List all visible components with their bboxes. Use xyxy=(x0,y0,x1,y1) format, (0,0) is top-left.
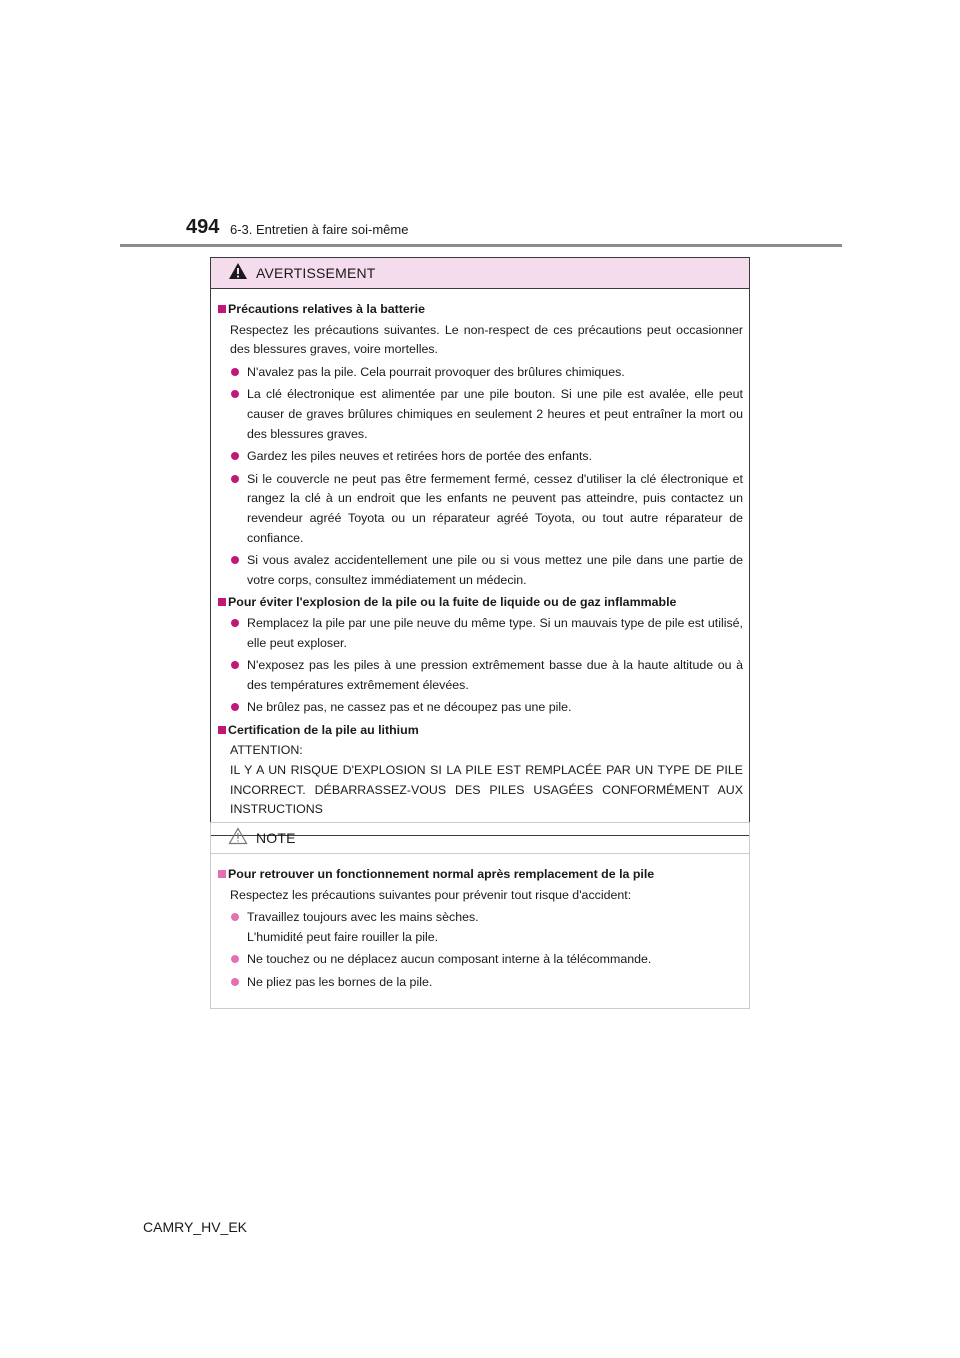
warning-box xyxy=(210,257,750,836)
square-bullet-icon xyxy=(218,300,228,320)
header-rule xyxy=(120,244,842,247)
warning-label: AVERTISSEMENT xyxy=(256,265,376,281)
warning-body xyxy=(211,289,749,835)
bullet-dot-icon xyxy=(230,470,247,548)
bullet-dot-icon xyxy=(230,614,247,653)
list-item: Ne pliez pas les bornes de la pile. xyxy=(218,973,743,993)
square-bullet-icon xyxy=(218,593,228,613)
certification-attention: ATTENTION: xyxy=(230,743,303,758)
section-title: 6-3. Entretien à faire soi-même xyxy=(230,222,409,237)
page-number: 494 xyxy=(186,216,220,238)
note-label: NOTE xyxy=(256,830,296,846)
bullet-dot-icon xyxy=(230,908,247,947)
warning-section-title: Certification de la pile au lithium xyxy=(218,721,743,741)
warning-section-text: Respectez les précautions suivantes. Le non-respect de ces précautions peut occasionner des blessures graves, voire mortelles. xyxy=(230,322,743,357)
bullet-dot-icon xyxy=(230,656,247,695)
list-item: N'exposez pas les piles à une pression extrêmement basse due à la haute altitude ou à des températures extrêmement élevées. xyxy=(218,656,743,695)
note-section-text: Respectez les précautions suivantes pour prévenir tout risque d'accident: xyxy=(230,887,632,902)
list-item: Ne brûlez pas, ne cassez pas et ne découpez pas une pile. xyxy=(218,698,743,718)
bullet-dot-icon xyxy=(230,551,247,590)
list-item: Ne touchez ou ne déplacez aucun composant interne à la télécommande. xyxy=(218,950,743,970)
note-body xyxy=(211,854,749,1008)
bullet-dot-icon xyxy=(230,973,247,993)
bullet-dot-icon xyxy=(230,447,247,467)
square-bullet-icon xyxy=(218,865,228,885)
bullet-dot-icon xyxy=(230,950,247,970)
list-item: Si vous avalez accidentellement une pile ou si vous mettez une pile dans une partie de votre corps, consultez immédiatement un médecin. xyxy=(218,551,743,590)
warning-header xyxy=(211,258,749,289)
bullet-dot-icon xyxy=(230,385,247,444)
note-box xyxy=(210,822,750,1009)
list-item: La clé électronique est alimentée par une pile bouton. Si une pile est avalée, elle peut causer de graves brûlures chimiques en seulement 2 heures et peut entraîner la mort ou des blessures graves. xyxy=(218,385,743,444)
warning-section-title: Pour éviter l'explosion de la pile ou la fuite de liquide ou de gaz inflammable xyxy=(218,593,743,613)
certification-text: IL Y A UN RISQUE D'EXPLOSION SI LA PILE EST REMPLACÉE PAR UN TYPE DE PILE INCORRECT. DÉBARRASSEZ-VOUS DES PILES USAGÉES CONFORMÉMENT AUX INSTRUCTIONS xyxy=(230,763,743,817)
list-item: Gardez les piles neuves et retirées hors de portée des enfants. xyxy=(218,447,743,467)
list-item: N'avalez pas la pile. Cela pourrait provoquer des brûlures chimiques. xyxy=(218,363,743,383)
list-item: Travaillez toujours avec les mains sèches. L'humidité peut faire rouiller la pile. xyxy=(218,908,743,947)
note-header xyxy=(211,823,749,854)
model-code: CAMRY_HV_EK xyxy=(143,1219,248,1235)
warning-section-title: Précautions relatives à la batterie xyxy=(218,300,743,320)
bullet-dot-icon xyxy=(230,363,247,383)
bullet-dot-icon xyxy=(230,698,247,718)
warning-triangle-icon xyxy=(228,262,248,285)
list-item: Si le couvercle ne peut pas être fermement fermé, cessez d'utiliser la clé électronique et rangez la clé à un endroit que les enfants ne peuvent pas atteindre, puis contactez un revendeur agréé Toyota ou un réparateur agréé Toyota, ou tout autre réparateur de confiance. xyxy=(218,470,743,548)
caution-triangle-outline-icon xyxy=(228,827,248,850)
note-section-title: Pour retrouver un fonctionnement normal après remplacement de la pile xyxy=(218,865,743,885)
list-item: Remplacez la pile par une pile neuve du même type. Si un mauvais type de pile est utilisé, elle peut exploser. xyxy=(218,614,743,653)
square-bullet-icon xyxy=(218,721,228,741)
